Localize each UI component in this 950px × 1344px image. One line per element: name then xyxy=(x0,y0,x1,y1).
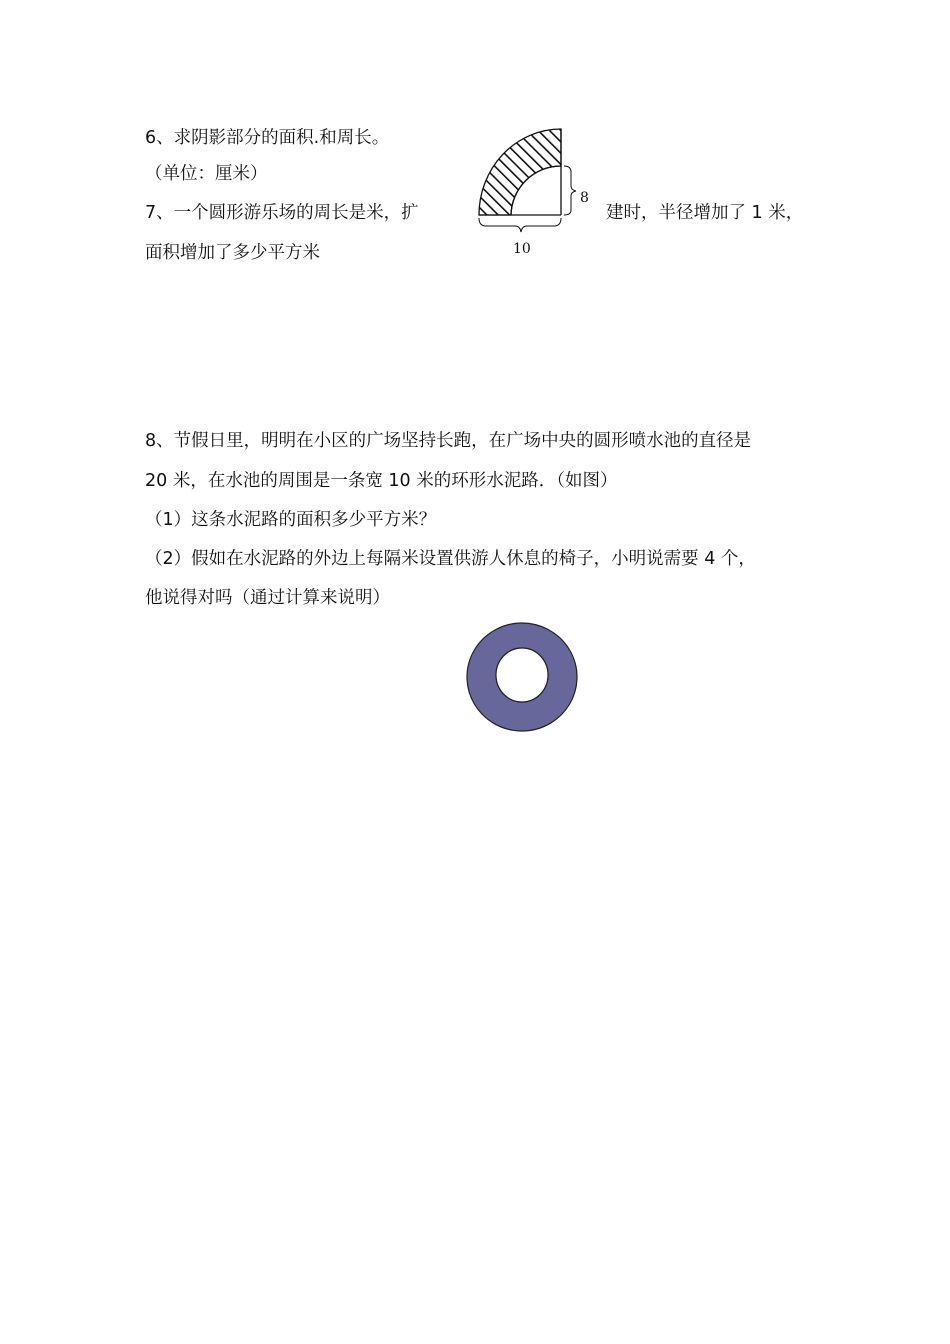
q6-unit-note: （单位：厘米） xyxy=(145,164,268,184)
shaded-region xyxy=(479,129,561,215)
q7-prompt-right: 建时，半径增加了 1 米， xyxy=(606,203,804,223)
width-label: 10 xyxy=(513,241,531,257)
q8-subquestion-2-cont: 他说得对吗（通过计算来说明） xyxy=(145,588,390,608)
fountain-pool xyxy=(496,648,548,702)
q8-subquestion-2: （2）假如在水泥路的外边上每隔米设置供游人休息的椅子，小明说需要 4 个， xyxy=(145,549,756,569)
q8-subquestion-1: （1）这条水泥路的面积多少平方米？ xyxy=(145,510,437,530)
shaded-region-figure xyxy=(470,120,600,260)
ring-figure xyxy=(463,619,581,735)
height-brace xyxy=(564,166,576,215)
q7-prompt-left: 7、一个圆形游乐场的周长是米，扩 xyxy=(145,203,419,223)
q7-prompt-cont: 面积增加了多少平方米 xyxy=(145,243,320,263)
q8-prompt: 8、节假日里，明明在小区的广场坚持长跑，在广场中央的圆形喷水池的直径是 xyxy=(145,431,752,451)
q8-prompt-cont: 20 米，在水池的周围是一条宽 10 米的环形水泥路．（如图） xyxy=(145,471,618,491)
q6-prompt: 6、求阴影部分的面积.和周长。 xyxy=(145,128,390,148)
height-label: 8 xyxy=(580,190,589,206)
width-brace xyxy=(479,218,561,232)
